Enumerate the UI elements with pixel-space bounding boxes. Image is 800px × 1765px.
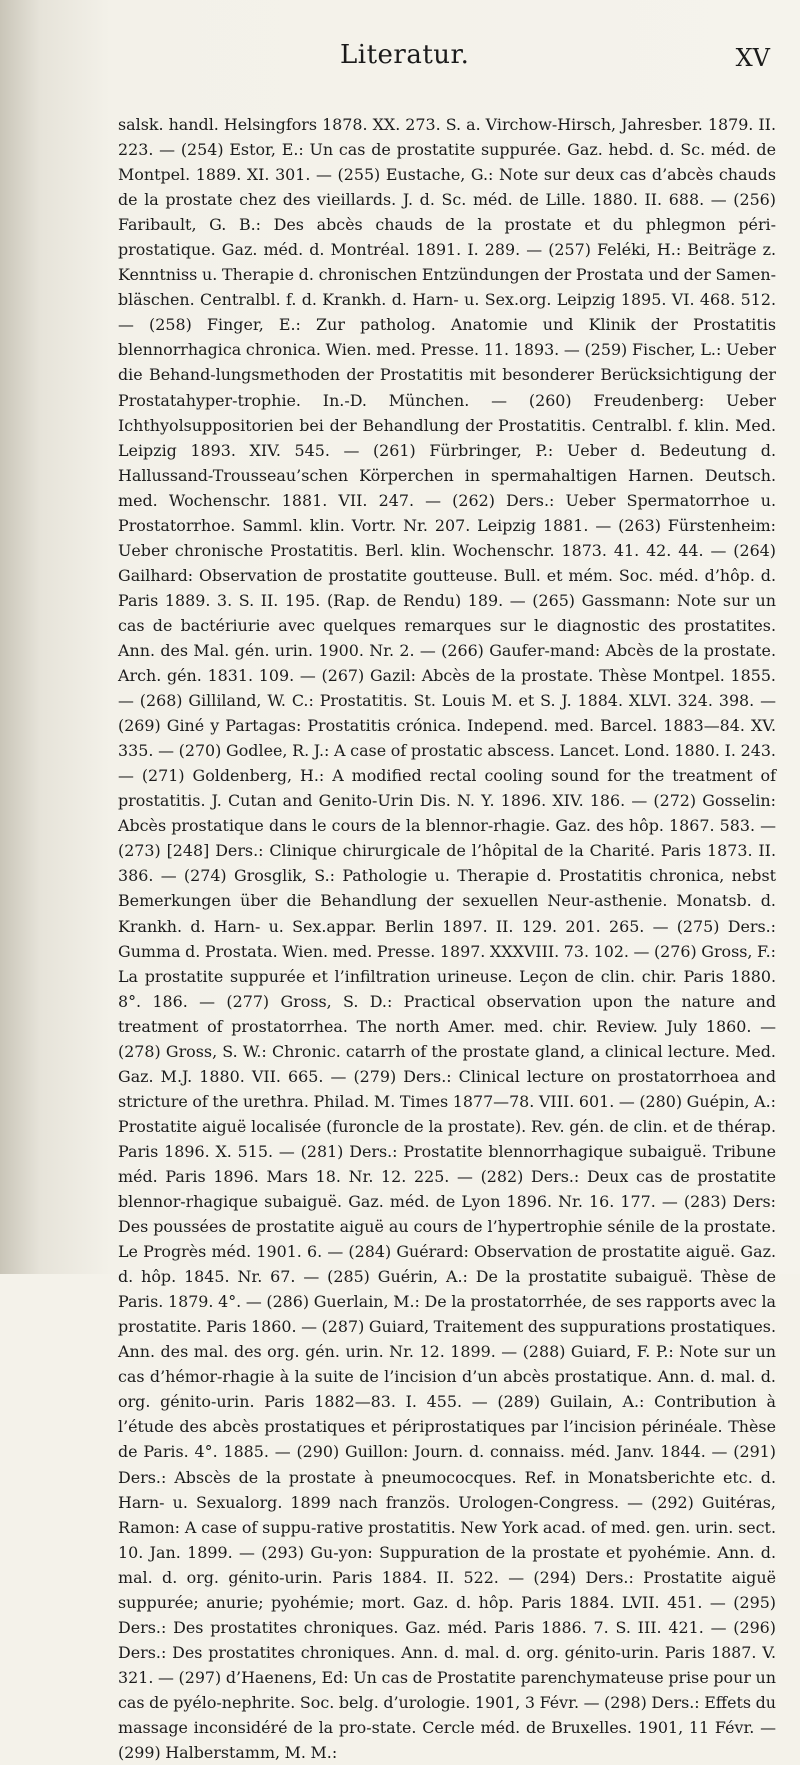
running-title: Literatur. (340, 40, 470, 70)
bibliography-paragraph: salsk. handl. Helsingfors 1878. XX. 273. S. a. Virchow-Hirsch, Jahresber. 1879. II. 223. — (254) Estor, E.: Un cas de prostatite suppurée. Gaz. hebd. d. Sc. méd. de Montpel. 1889. XI. 301. — (255) Eustache, G.: Note sur deux cas d’abcès chauds de la prostate chez des vieillards. J. d. Sc. méd. de Lille. 1880. II. 688. — (256) Faribault, G. B.: Des abcès chauds de la prostate et du phlegmon péri-prostatique. Gaz. méd. d. Montréal. 1891. I. 289. — (257) Feléki, H.: Beiträge z. Kenntniss u. Therapie d. chronischen Entzündungen der Prostata und der Samen-bläschen. Centralbl. f. d. Krankh. d. Harn- u. Sex.org. Leipzig 1895. VI. 468. 512. — (258) Finger, E.: Zur patholog. Anatomie und Klinik der Prostatitis blennorrhagica chronica. Wien. med. Presse. 11. 1893. — (259) Fischer, L.: Ueber die Behand-lungsmethoden der Prostatitis mit besonderer Berücksichtigung der Prostatahyper-trophie. In.-D. München. — (260) Freudenberg: Ueber Ichthyolsuppositorien bei der Behandlung der Prostatitis. Centralbl. f. klin. Med. Leipzig 1893. XIV. 545. — (261) Fürbringer, P.: Ueber d. Bedeutung d. Hallussand-Trousseau’schen Körperchen in spermahaltigen Harnen. Deutsch. med. Wochenschr. 1881. VII. 247. — (262) Ders.: Ueber Spermatorrhoe u. Prostatorrhoe. Samml. klin. Vortr. Nr. 207. Leipzig 1881. — (263) Fürstenheim: Ueber chronische Prostatitis. Berl. klin. Wochenschr. 1873. 41. 42. 44. — (264) Gailhard: Observation de prostatite goutteuse. Bull. et mém. Soc. méd. d’hôp. d. Paris 1889. 3. S. II. 195. (Rap. de Rendu) 189. — (265) Gassmann: Note sur un cas de bactériurie avec quelques remarques sur le diagnostic des prostatites. Ann. des Mal. gén. urin. 1900. Nr. 2. — (266) Gaufer-mand: Abcès de la prostate. Arch. gén. 1831. 109. — (267) Gazil: Abcès de la prostate. Thèse Montpel. 1855. — (268) Gilliland, W. C.: Prostatitis. St. Louis M. et S. J. 1884. XLVI. 324. 398. — (269) Giné y Partagas: Prostatitis crónica. Independ. med. Barcel. 1883—84. XV. 335. — (270) Godlee, R. J.: A case of prostatic abscess. Lancet. Lond. 1880. I. 243. — (271) Goldenberg, H.: A modified rectal cooling sound for the treatment of prostatitis. J. Cutan and Genito-Urin Dis. N. Y. 1896. XIV. 186. — (272) Gosselin: Abcès prostatique dans le cours de la blennor-rhagie. Gaz. des hôp. 1867. 583. — (273) [248] Ders.: Clinique chirurgicale de l’hôpital de la Charité. Paris 1873. II. 386. — (274) Grosglik, S.: Pathologie u. Therapie d. Prostatitis chronica, nebst Bemerkungen über die Behandlung der sexuellen Neur-asthenie. Monatsb. d. Krankh. d. Harn- u. Sex.appar. Berlin 1897. II. 129. 201. 265. — (275) Ders.: Gumma d. Prostata. Wien. med. Presse. 1897. XXXVIII. 73. 102. — (276) Gross, F.: La prostatite suppurée et l’infiltration urineuse. Leçon de clin. chir. Paris 1880. 8°. 186. — (277) Gross, S. D.: Practical observation upon the nature and treatment of prostatorrhea. The north Amer. med. chir. Review. July 1860. — (278) Gross, S. W.: Chronic. catarrh of the prostate gland, a clinical lecture. Med. Gaz. M.J. 1880. VII. 665. — (279) Ders.: Clinical lecture on prostatorrhoea and stricture of the urethra. Philad. M. Times 1877—78. VIII. 601. — (280) Guépin, A.: Prostatite aiguë localisée (furoncle de la prostate). Rev. gén. de clin. et de thérap. Paris 1896. X. 515. — (281) Ders.: Prostatite blennorrhagique subaiguë. Tribune méd. Paris 1896. Mars 18. Nr. 12. 225. — (282) Ders.: Deux cas de prostatite blennor-rhagique subaiguë. Gaz. méd. de Lyon 1896. Nr. 16. 177. — (283) Ders: Des poussées de prostatite aiguë au cours de l’hypertrophie sénile de la prostate. Le Progrès méd. 1901. 6. — (284) Guérard: Observation de prostatite aiguë. Gaz. d. hôp. 1845. Nr. 67. — (285) Guérin, A.: De la prostatite subaiguë. Thèse de Paris. 1879. 4°. — (286) Guerlain, M.: De la prostatorrhée, de ses rapports avec la prostatite. Paris 1860. — (287) Guiard, Traitement des suppurations prostatiques. Ann. des mal. des org. gén. urin. Nr. 12. 1899. — (288) Guiard, F. P.: Note sur un cas d’hémor-rhagie à la suite de l’incision d’un abcès prostatique. Ann. d. mal. d. org. génito-urin. Paris 1882—83. I. 455. — (289) Guilain, A.: Contribution à l’étude des abcès prostatiques et périprostatiques par l’incision périnéale. Thèse de Paris. 4°. 1885. — (290) Guillon: Journ. d. connaiss. méd. Janv. 1844. — (291) Ders.: Abscès de la prostate à pneumococques. Ref. in Monatsberichte etc. d. Harn- u. Sexualorg. 1899 nach französ. Urologen-Congress. — (292) Guitéras, Ramon: A case of suppu-rative prostatitis. New York acad. of med. gen. urin. sect. 10. Jan. 1899. — (293) Gu-yon: Suppuration de la prostate et pyohémie. Ann. d. mal. d. org. génito-urin. Paris 1884. II. 522. — (294) Ders.: Prostatite aiguë suppurée; anurie; pyohémie; mort. Gaz. d. hôp. Paris 1884. LVII. 451. — (295) Ders.: Des prostatites chroniques. Gaz. méd. Paris 1886. 7. S. III. 421. — (296) Ders.: Des prostatites chroniques. Ann. d. mal. d. org. génito-urin. Paris 1887. V. 321. — (297) d’Haenens, Ed: Un cas de Prostatite parenchymateuse prise pour un cas de pyélo-nephrite. Soc. belg. d’urologie. 1901, 3 Févr. — (298) Ders.: Effets du massage inconsidéré de la pro-state. Cercle méd. de Bruxelles. 1901, 11 Févr. — (299) Halberstamm, M. M.: (118, 115, 776, 1763)
bibliography-text (118, 112, 776, 1765)
page-number: XV (735, 44, 770, 72)
page-header (110, 40, 770, 80)
